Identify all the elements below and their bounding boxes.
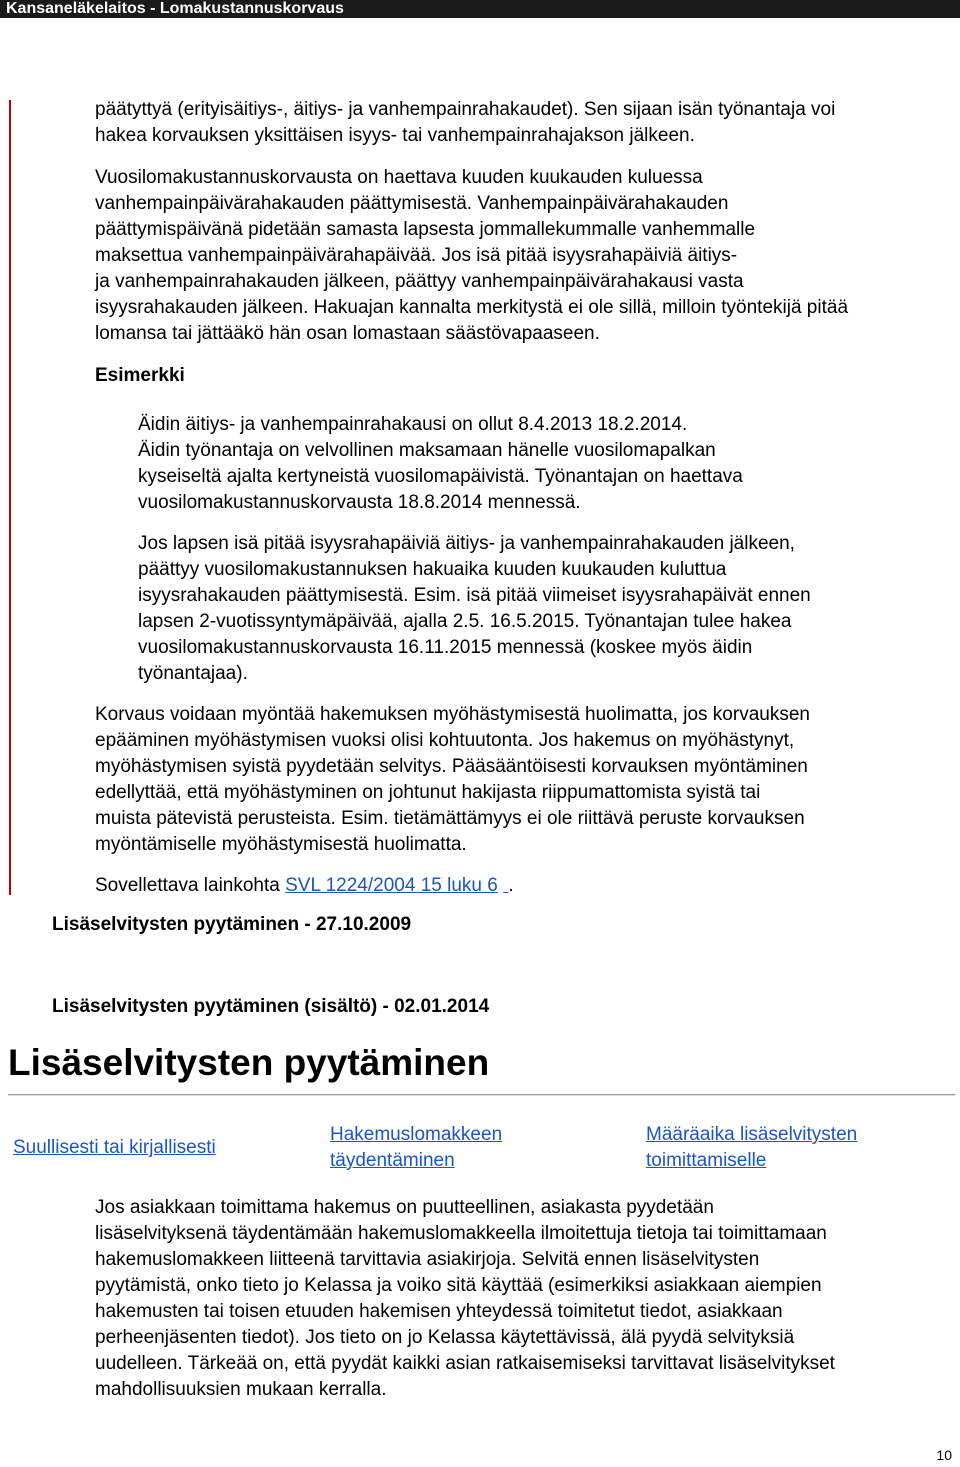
- section-heading-2009: Lisäselvitysten pyytäminen - 27.10.2009: [52, 914, 412, 935]
- example-line: Äidin työnantaja on velvollinen maksamaan hänelle vuosilomapalkan: [138, 440, 716, 461]
- example-line: vuosilomakustannuskorvausta 18.8.2014 mennessä.: [138, 492, 581, 513]
- late-line: epääminen myöhästymisen vuoksi olisi kohtuutonta. Jos hakemus on myöhästynyt,: [95, 730, 795, 751]
- period-line: päättymispäivänä pidetään samasta lapsesta jommallekummalle vanhemmalle: [95, 219, 756, 240]
- link-deadline-line1[interactable]: Määräaika lisäselvitysten: [646, 1124, 858, 1145]
- link-form-completion-line1[interactable]: Hakemuslomakkeen: [330, 1124, 503, 1145]
- page-title: Lisäselvitysten pyytäminen: [8, 1042, 490, 1083]
- link-deadline-line2[interactable]: toimittamiselle: [646, 1150, 767, 1171]
- body-line: pyytämistä, onko tieto jo Kelassa ja voiko sitä käyttää (esimerkiksi asiakkaan aiempien: [95, 1275, 822, 1296]
- title-divider: [8, 1094, 955, 1095]
- example-line: vuosilomakustannuskorvausta 16.11.2015 mennessä (koskee myös äidin: [138, 637, 753, 658]
- late-line: edellyttää, että myöhästyminen on johtunut hakijasta riippumattomista syistä tai: [95, 782, 761, 803]
- link-form-completion-line2[interactable]: täydentäminen: [330, 1150, 455, 1171]
- body-line: hakemusten tai toisen etuuden hakemisen yhteydessä toimitetut tiedot, asiakkaan: [95, 1301, 783, 1322]
- period-line: maksettua vanhempainpäivärahapäivää. Jos isä pitää isyysrahapäiviä äitiys-: [95, 245, 738, 266]
- late-line: myöntämiselle myöhästymisestä huolimatta.: [95, 834, 467, 855]
- example-line: päättyy vuosilomakustannuksen hakuaika kuuden kuukauden kuluttua: [138, 559, 727, 580]
- body-line: mahdollisuuksien mukaan kerralla.: [95, 1379, 387, 1400]
- period-line: isyysrahakauden jälkeen. Hakuajan kannalta merkitystä ei ole sillä, milloin työntekijä pitää: [95, 297, 849, 318]
- example-line: Jos lapsen isä pitää isyysrahapäiviä äitiys- ja vanhempainrahakauden jälkeen,: [138, 533, 795, 554]
- link-oral-or-written[interactable]: Suullisesti tai kirjallisesti: [13, 1137, 216, 1158]
- law-suffix: .: [508, 875, 514, 896]
- period-line: Vuosilomakustannuskorvausta on haettava kuuden kuukauden kuluessa: [95, 167, 703, 188]
- example-line: isyysrahakauden päättymisestä. Esim. isä pitää viimeiset isyysrahapäivät ennen: [138, 585, 811, 606]
- period-line: vanhempainpäivärahakauden päättymisestä. Vanhempainpäivärahakauden: [95, 193, 729, 214]
- example-line: kyseiseltä ajalta kertyneistä vuosilomapäivistä. Työnantajan on haettava: [138, 466, 743, 487]
- body-line: uudelleen. Tärkeää on, että pyydät kaikki asian ratkaisemiseksi tarvittavat lisäselvitykset: [95, 1353, 835, 1374]
- late-line: Korvaus voidaan myöntää hakemuksen myöhästymisestä huolimatta, jos korvauksen: [95, 704, 810, 725]
- example-line: työnantajaa).: [138, 663, 248, 684]
- example-line: Äidin äitiys- ja vanhempainrahakausi on ollut 8.4.2013 18.2.2014.: [138, 414, 688, 435]
- period-line: lomansa tai jättääkö hän osan lomastaan säästövapaaseen.: [95, 323, 600, 344]
- intro-line: päätyttyä (erityisäitiys-, äitiys- ja vanhempainrahakaudet). Sen sijaan isän työnantaja voi: [95, 99, 836, 120]
- page-number: 10: [936, 1447, 952, 1463]
- section-heading-2014: Lisäselvitysten pyytäminen (sisältö) - 02.01.2014: [52, 996, 490, 1017]
- body-line: perheenjäsenten tiedot). Jos tieto on jo Kelassa käytettävissä, älä pyydä selvityksiä: [95, 1327, 795, 1348]
- late-line: myöhästymisen syistä pyydetään selvitys. Pääsääntöisesti korvauksen myöntäminen: [95, 756, 808, 777]
- period-line: ja vanhempainrahakauden jälkeen, päättyy vanhempainpäivärahakausi vasta: [95, 271, 744, 292]
- late-line: muista pätevistä perusteista. Esim. tietämättämyys ei ole riittävä peruste korvauksen: [95, 808, 805, 829]
- document-header: Kansaneläkelaitos - Lomakustannuskorvaus: [0, 0, 960, 18]
- example-heading: Esimerkki: [95, 365, 185, 386]
- body-line: lisäselvityksenä täydentämään hakemuslomakkeella ilmoitettuja tietoja tai toimittamaan: [95, 1223, 827, 1244]
- law-reference: [95, 873, 514, 899]
- law-link[interactable]: SVL 1224/2004 15 luku 6: [285, 875, 498, 896]
- example-line: lapsen 2-vuotissyntymäpäivää, ajalla 2.5. 16.5.2015. Työnantajan tulee hakea: [138, 611, 792, 632]
- body-line: Jos asiakkaan toimittama hakemus on puutteellinen, asiakasta pyydetään: [95, 1197, 714, 1218]
- intro-line: hakea korvauksen yksittäisen isyys- tai vanhempainrahajakson jälkeen.: [95, 125, 695, 146]
- law-prefix: Sovellettava lainkohta: [95, 875, 280, 896]
- change-marker-bar: [9, 100, 11, 895]
- body-line: hakemuslomakkeen liitteenä tarvittavia asiakirjoja. Selvitä ennen lisäselvitysten: [95, 1249, 760, 1270]
